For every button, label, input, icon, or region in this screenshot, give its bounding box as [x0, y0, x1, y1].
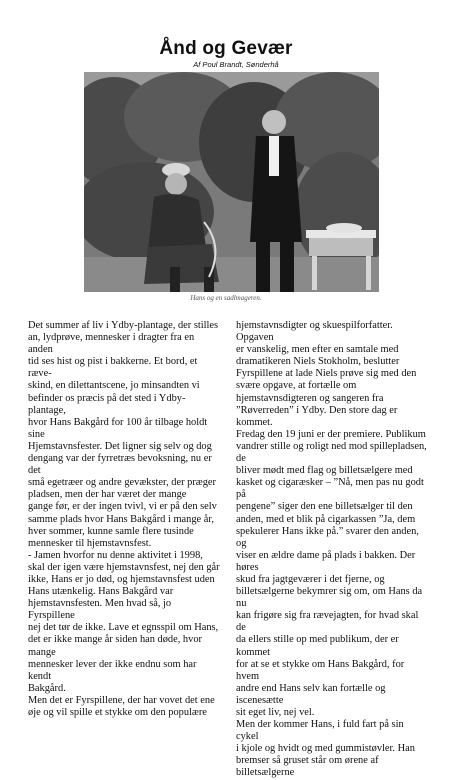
text-line: - Jamen hvorfor nu denne aktivitet i 1998, — [28, 549, 203, 561]
text-line: for at se et stykke om Hans Bakgård, for hvem — [236, 658, 405, 682]
text-line: da ellers stille op med publikum, der er kommet — [236, 634, 399, 658]
text-line: Det summer af liv i Ydby-plantage, der stilles — [28, 320, 219, 331]
text-line: kasket og cigaræsker – ”Nå, men pas nu godt på — [236, 477, 424, 501]
text-line: Fredag den 19 juni er der premiere. Publikum — [236, 428, 426, 440]
text-line: dengang var der fyrretræs bevoksning, nu er det — [28, 453, 212, 477]
text-line: pladsen, men der har været der mange — [28, 489, 187, 501]
text-line: viser en ældre dame på plads i bakken. Der høres — [236, 549, 416, 573]
text-line: vandrer stille og roligt ned mod spillepladsen, de — [236, 440, 427, 465]
text-line: tid ses hist og pist i bakkerne. Et bord, et ræve- — [28, 356, 198, 380]
text-line: kan frigøre sig fra rævejagten, for hvad skal de — [236, 610, 419, 634]
text-line: hjemstavnsfesten. Men hvad så, jo Fyrspillene — [28, 598, 172, 622]
article-title: Ånd og Gevær — [159, 38, 293, 59]
text-line: anden, med et blik på cigarkassen ”Ja, dem — [236, 513, 416, 525]
text-line: små egetræer og andre gevækster, der præger — [28, 477, 216, 489]
text-line: an, lydprøve, mennesker i dragter fra en anden — [28, 332, 195, 356]
text-line: dramatikeren Niels Stokholm, beslutter — [236, 356, 400, 368]
text-line: bliver mødt med flag og billetsælgere med — [236, 465, 413, 477]
text-line: samme plads hvor Hans Bakgård i mange år, — [28, 513, 214, 525]
text-line: svære opgave, at fortælle om — [236, 380, 357, 392]
text-line: Fyrspillene at lade Niels prøve sig med den — [236, 368, 417, 380]
text-line: hvor Hans Bakgård for 100 år tilbage holdt sine — [28, 416, 208, 440]
text-line: skal der igen være hjemstavnsfest, nej den går — [28, 561, 220, 573]
text-line: er vanskelig, men efter en samtale med — [236, 344, 399, 356]
text-line: Hjemstavnsfester. Det ligner sig selv og dog — [28, 440, 212, 452]
text-line: det er ikke mange år siden han døde, hvor mange — [28, 634, 202, 658]
text-column-right — [236, 320, 428, 780]
text-line: gange før, er der ingen tvivl, vi er på den selv — [28, 501, 217, 513]
text-line: nej det tør de ikke. Lave et egnsspil om Hans, — [28, 622, 219, 634]
text-line: ikke, Hans er jo død, og hjemstavnsfest uden — [28, 573, 215, 585]
text-line: Bakgård. — [28, 682, 66, 694]
text-line: bremser så gruset står om ørene af billetsælgerne — [236, 755, 379, 779]
text-line: andre end Hans selv kan fortælle og iscenesætte — [236, 682, 386, 706]
text-line: øje og vil spille et stykke om den populære — [28, 707, 207, 718]
article-byline: Af Poul Brandt, Sønderhå — [193, 60, 279, 69]
photo-caption: Hans og en sadlmageren. — [190, 294, 262, 302]
text-line: hver sommer, kunne samle flere tusinde — [28, 525, 194, 537]
text-line: Hans utænkelig. Hans Bakgård var — [28, 586, 174, 598]
text-line: mennesker lever der ikke endnu som har kendt — [28, 658, 197, 682]
text-line: Men der kommer Hans, i fuld fart på sin cykel — [236, 719, 404, 743]
text-line: pengene” siger den ene billetsælger til den — [236, 501, 413, 513]
text-line: sit eget liv, nej vel. — [236, 707, 315, 718]
text-column-left — [28, 320, 220, 719]
text-line: billetsælgerne bekymrer sig om, om Hans da nu — [236, 586, 423, 610]
text-line: befinder os præcis på det sted i Ydby-plantage, — [28, 392, 186, 416]
text-line: i kjole og hvidt og med gummistøvler. Han — [236, 743, 415, 755]
article-photo — [84, 72, 379, 292]
text-line: skind, en dilettantscene, jo minsandten vi — [28, 380, 200, 392]
text-line: hjemstavnsdigteren og sangeren fra — [236, 392, 384, 404]
text-line: mennesker til hjemstavnsfest. — [28, 537, 152, 549]
text-line: skud fra jagtgeværer i det fjerne, og — [236, 573, 385, 585]
text-line: hjemstavnsdigter og skuespilforfatter. Opgaven — [236, 320, 393, 344]
text-line: ”Røverreden” i Ydby. Den store dag er kommet. — [236, 404, 398, 428]
text-line: Men det er Fyrspillene, der har vovet det ene — [28, 694, 215, 706]
text-line: spekulerer Hans ikke på.” svarer den anden, og — [236, 525, 419, 549]
